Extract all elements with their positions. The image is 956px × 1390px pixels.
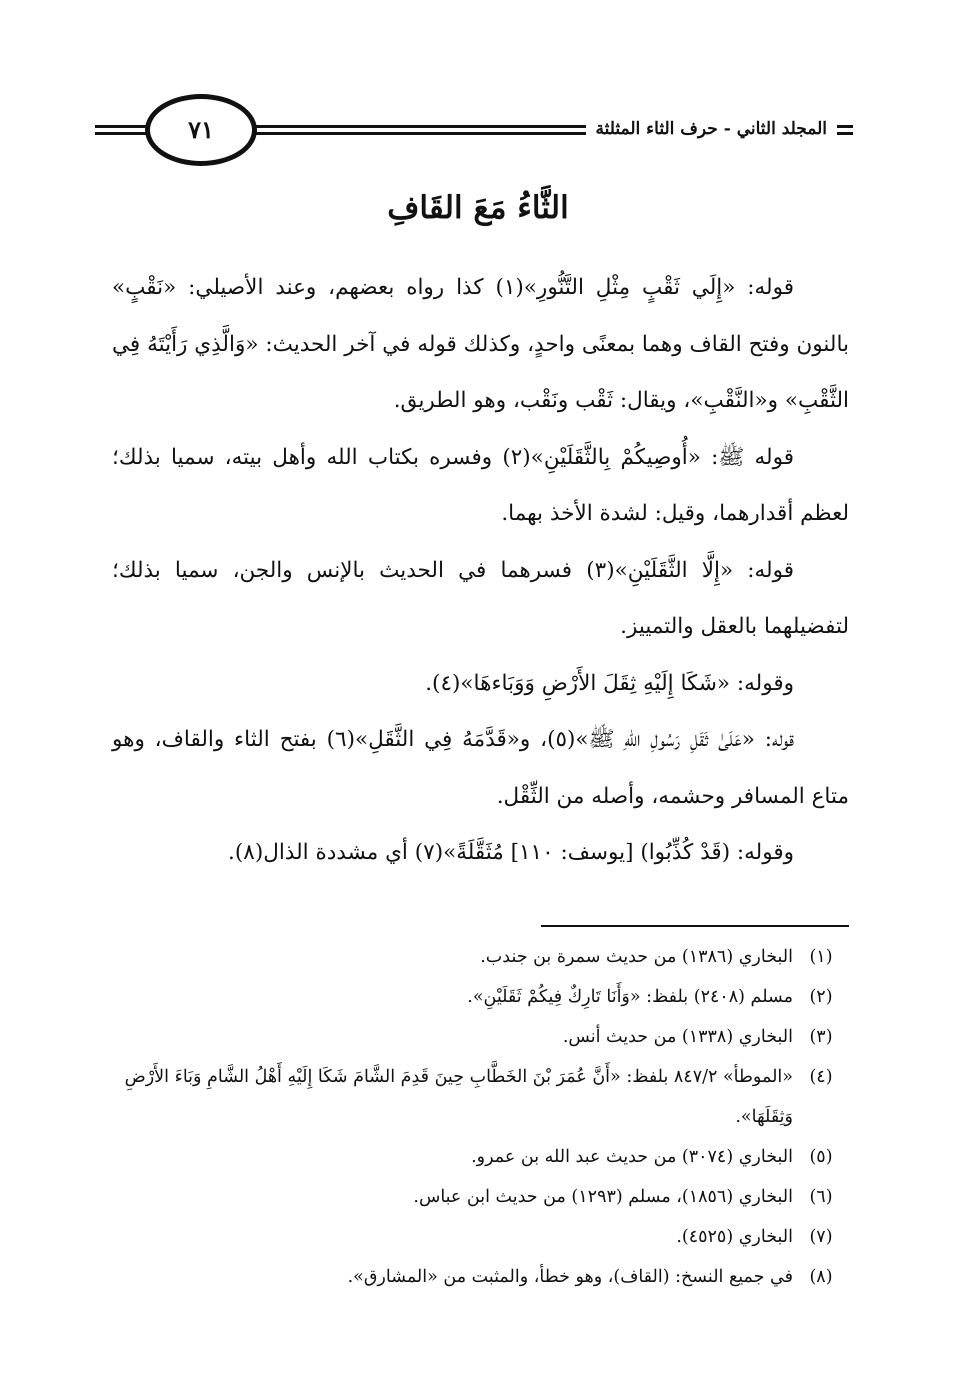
footnote: [112, 1017, 849, 1057]
paragraph: وقوله: (قَدْ كُذِّبُوا) [يوسف: ١١٠] مُثَقَّلَةً»(٧) أي مشددة الذال(٨).: [228, 840, 794, 865]
footnote-number: (٦): [809, 1187, 833, 1207]
footnote: [112, 1177, 849, 1217]
footnote-text: مسلم (٢٤٠٨) بلفظ: «وَأَنَا تَارِكٌ فِيكُمْ ثَقَلَيْنِ».: [467, 987, 793, 1007]
footnote-number: (٢): [809, 987, 833, 1007]
footnote-number: (٧): [809, 1227, 833, 1247]
footnote-text: البخاري (١٨٥٦)، مسلم (١٢٩٣) من حديث ابن عباس.: [413, 1187, 793, 1207]
footnote-text: البخاري (١٣٣٨) من حديث أنس.: [562, 1027, 793, 1047]
main-text: [112, 260, 849, 882]
footnote-text: البخاري (٣٠٧٤) من حديث عبد الله بن عمرو.: [471, 1147, 793, 1167]
running-title: المجلد الثاني - حرف الثاء المثلثة: [586, 116, 837, 142]
footnote-text: في جميع النسخ: (القاف)، وهو خطأ، والمثبت من «المشارق».: [347, 1267, 793, 1287]
footnote-text: «الموطأ» ٨٤٧/٢ بلفظ: «أَنَّ عُمَرَ بْنَ الخَطَّابِ حِينَ قَدِمَ الشَّامَ شَكَا إِلَيْهِ أَهْلُ الشَّامِ وَبَاءَ الأَرْضِ وَثِقَلَهَا».: [124, 1067, 793, 1127]
footnote: [112, 937, 849, 977]
footnote: [112, 977, 849, 1017]
footnote-number: (١): [809, 947, 833, 967]
footnote-separator: [541, 925, 849, 927]
footnote-text: البخاري (٤٥٢٥).: [676, 1227, 793, 1247]
page-number: ٧١: [145, 94, 257, 166]
paragraph: قوله: «عَلَىٰ ثَقَلِ رَسُولِ اللهِ ﷺ»(٥)، و«قَدَّمَهُ فِي الثَّقَلِ»(٦) بفتح الثاء والقاف، وهو متاع المسافر وحشمه، وأصله من الثِّقْل.: [112, 727, 849, 809]
footnote: [112, 1217, 849, 1257]
footnotes: [112, 937, 849, 1297]
footnote: [112, 1057, 849, 1137]
footnote: [112, 1257, 849, 1297]
paragraph: قوله: «إِلَي ثَقْبٍ مِثْلِ التَّنُّورِ»(١) كذا رواه بعضهم، وعند الأصيلي: «نَقْبٍ» بالنون وفتح القاف وهما بمعنًى واحدٍ، وكذلك قوله في آخر الحديث: «وَالَّذِي رَأَيْتَهُ فِي الثَّقْبِ» و«النَّقْبِ»، ويقال: ثَقْب ونَقْب، وهو الطريق.: [112, 275, 849, 413]
paragraph: وقوله: «شَكَا إِلَيْهِ ثِقَلَ الأَرْضِ وَوَبَاءهَا»(٤).: [425, 670, 794, 696]
section-title: الثَّاءُ مَعَ القَافِ: [387, 190, 569, 226]
footnote-number: (٣): [809, 1027, 833, 1047]
paragraph: قوله ﷺ: «أُوصِيكُمْ بِالثَّقَلَيْنِ»(٢) وفسره بكتاب الله وأهل بيته، سميا بذلك؛ لعظم أقدارهما، وقيل: لشدة الأخذ بهما.: [112, 444, 849, 526]
footnote: [112, 1137, 849, 1177]
page-header: [95, 88, 853, 172]
footnote-number: (٤): [809, 1067, 833, 1087]
footnote-number: (٨): [809, 1267, 833, 1287]
footnote-text: البخاري (١٣٨٦) من حديث سمرة بن جندب.: [480, 947, 793, 967]
paragraph: قوله: «إِلَّا الثَّقَلَيْنِ»(٣) فسرهما في الحديث بالإنس والجن، سميا بذلك؛ لتفضيلهما بالعقل والتمييز.: [112, 557, 849, 639]
footnote-number: (٥): [809, 1147, 833, 1167]
